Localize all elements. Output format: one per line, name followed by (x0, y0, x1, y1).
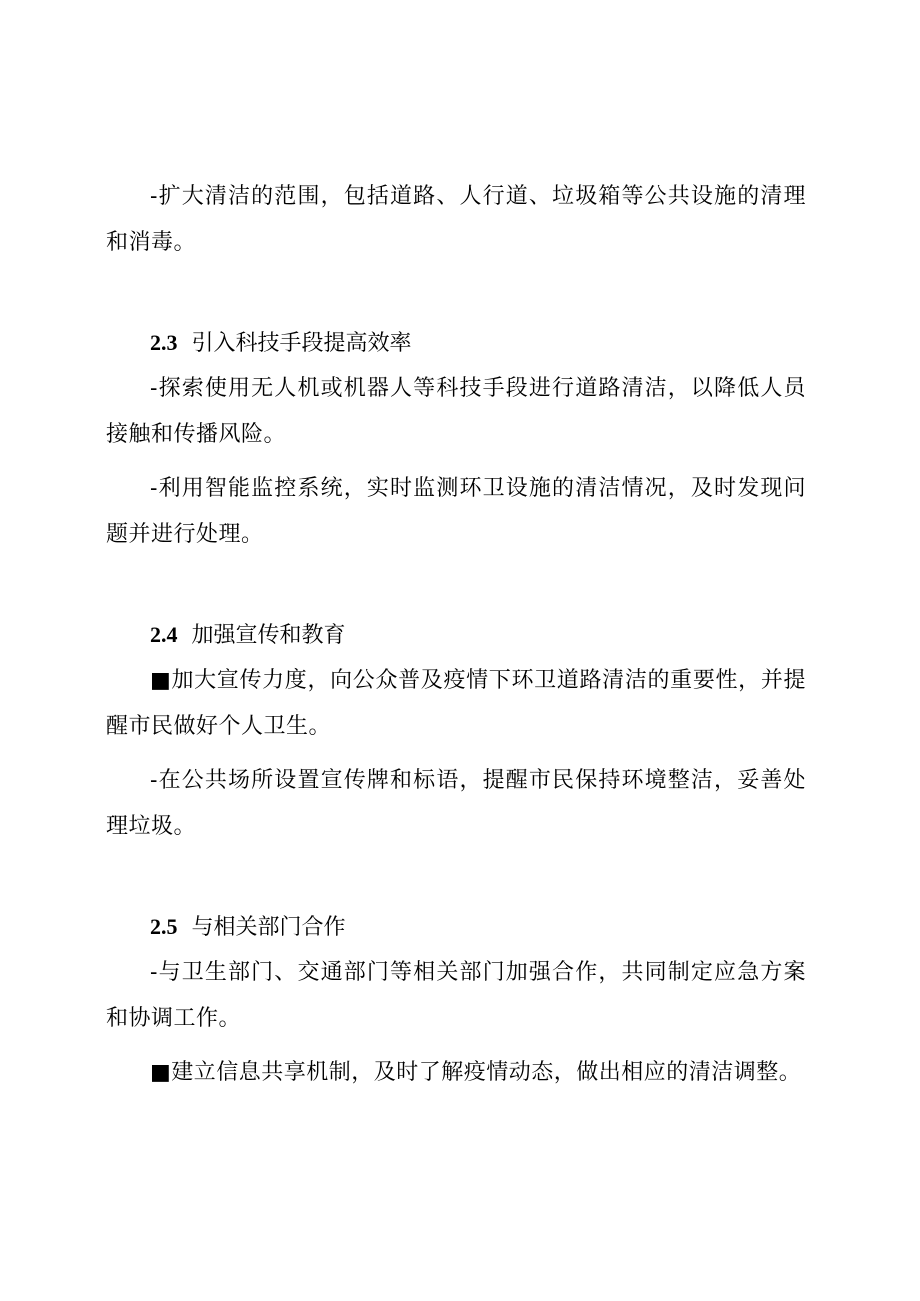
paragraph-publicity: ■加大宣传力度，向公众普及疫情下环卫道路清洁的重要性，并提醒市民做好个人卫生。 (106, 668, 806, 739)
section-heading-2-3 (150, 328, 412, 359)
paragraph-signage: -在公共场所设置宣传牌和标语，提醒市民保持环境整洁，妥善处理垃圾。 (106, 768, 806, 839)
section-number: 2.3 (150, 330, 178, 355)
paragraph-department-cooperation: -与卫生部门、交通部门等相关部门加强合作，共同制定应急方案和协调工作。 (106, 960, 806, 1031)
paragraph-tech-robots: -探索使用无人机或机器人等科技手段进行道路清洁，以降低人员接触和传播风险。 (106, 376, 806, 447)
section-number: 2.4 (150, 622, 178, 647)
section-number: 2.5 (150, 914, 178, 939)
section-title: 引入科技手段提高效率 (191, 331, 412, 356)
paragraph-smart-monitoring: -利用智能监控系统，实时监测环卫设施的清洁情况，及时发现问题并进行处理。 (106, 476, 806, 547)
paragraph-expand-cleaning-scope: -扩大清洁的范围，包括道路、人行道、垃圾箱等公共设施的清理和消毒。 (106, 184, 806, 255)
section-heading-2-4 (150, 620, 346, 651)
section-heading-2-5 (150, 912, 346, 943)
section-title: 加强宣传和教育 (191, 623, 346, 648)
paragraph-info-sharing: ■建立信息共享机制，及时了解疫情动态，做出相应的清洁调整。 (150, 1060, 802, 1085)
section-title: 与相关部门合作 (191, 915, 346, 940)
